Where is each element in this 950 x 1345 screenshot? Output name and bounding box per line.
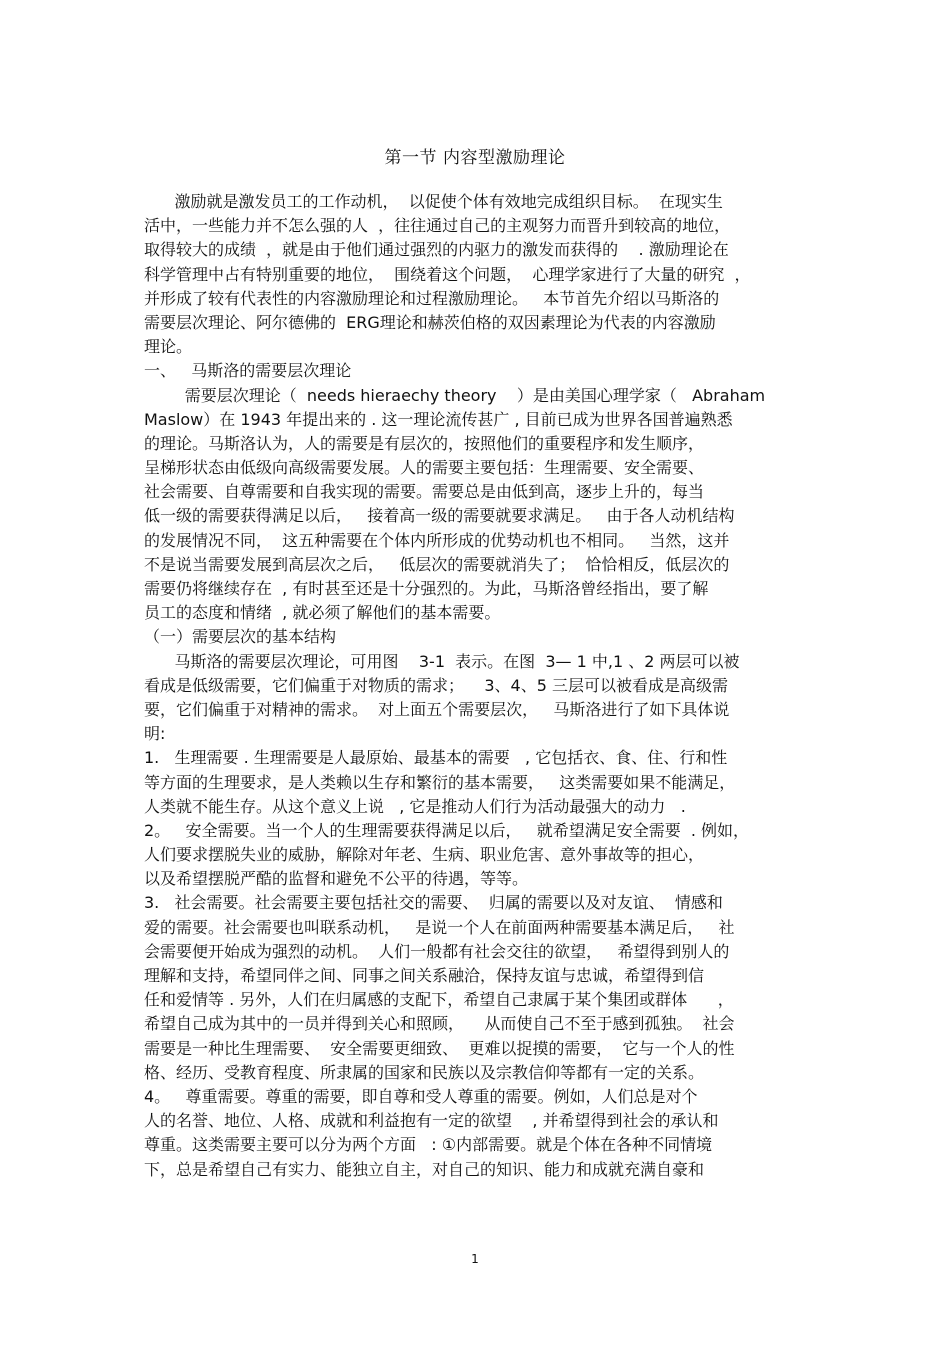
text-line: 要，它们偏重于对精神的需求。 对上面五个需要层次， 马斯洛进行了如下具体说 xyxy=(144,699,730,719)
text-line: 的发展情况不同， 这五种需要在个体内所形成的优势动机也不相同。 当然，这并 xyxy=(144,530,730,550)
text-line: 尊重。这类需要主要可以分为两个方面 : ①内部需要。就是个体在各种不同情境 xyxy=(144,1135,713,1155)
text-line: 人的名誉、地位、人格、成就和利益抱有一定的欲望 , 并希望得到社会的承认和 xyxy=(144,1111,719,1131)
text-line: 马斯洛的需要层次理论，可用图 3-1 表示。在图 3— 1 中,1 、2 两层可以被 xyxy=(144,651,740,671)
text-line: 科学管理中占有特别重要的地位， 围绕着这个问题， 心理学家进行了大量的研究 ， xyxy=(144,264,751,284)
text-line: 理解和支持，希望同伴之间、同事之间关系融洽，保持友谊与忠诚，希望得到信 xyxy=(144,966,705,985)
text-line: 需要层次理论、阿尔德佛的 ERG理论和赫茨伯格的双因素理论为代表的内容激励 xyxy=(144,312,716,332)
text-line: 下，总是希望自己有实力、能独立自主，对自己的知识、能力和成就充满自豪和 xyxy=(144,1159,705,1179)
text-line: 需要是一种比生理需要、 安全需要更细致、 更难以捉摸的需要， 它与一个人的性 xyxy=(144,1038,735,1058)
text-line: 以及希望摆脱严酷的监督和避免不公平的待遇，等等。 xyxy=(144,869,529,889)
text-line: 活中，一些能力并不怎么强的人 ，往往通过自己的主观努力而晋升到较高的地位， xyxy=(144,216,731,236)
text-line: 理论。 xyxy=(144,337,193,357)
text-line: 不是说当需要发展到高层次之后， 低层次的需要就消失了； 恰恰相反，低层次的 xyxy=(144,554,730,574)
text-line: 4。 尊重需要。尊重的需要，即自尊和受人尊重的需要。例如，人们总是对个 xyxy=(144,1086,698,1106)
text-line: （一）需要层次的基本结构 xyxy=(144,627,337,647)
text-line: 明: xyxy=(144,724,166,744)
section-title: 第一节 内容型激励理论 xyxy=(384,148,566,168)
text-line: 并形成了较有代表性的内容激励理论和过程激励理论。 本节首先介绍以马斯洛的 xyxy=(144,288,720,308)
text-line: 1. 生理需要 . 生理需要是人最原始、最基本的需要 , 它包括衣、食、住、行和性 xyxy=(144,748,728,768)
text-line: 会需要便开始成为强烈的动机。 人们一般都有社会交往的欲望， 希望得到别人的 xyxy=(144,941,730,961)
text-line: Maslow）在 1943 年提出来的 . 这一理论流传甚广 , 目前已成为世界各国普遍熟悉 xyxy=(144,409,733,429)
text-line: 取得较大的成绩 ，就是由于他们通过强烈的内驱力的激发而获得的 . 激励理论在 xyxy=(144,240,729,260)
text-line: 2。 安全需要。当一个人的生理需要获得满足以后， 就希望满足安全需要 . 例如， xyxy=(144,820,750,840)
text-line: 的理论。马斯洛认为，人的需要是有层次的，按照他们的重要程序和发生顺序， xyxy=(144,433,705,453)
text-line: 任和爱情等 . 另外，人们在归属感的支配下，希望自己隶属于某个集团或群体 ， xyxy=(144,990,734,1010)
body-text xyxy=(144,190,824,1182)
text-line: 需要层次理论（ needs hieraechy theory ）是由美国心理学家（ Abraham xyxy=(144,385,766,405)
text-line: 低一级的需要获得满足以后， 接着高一级的需要就要求满足。 由于各人动机结构 xyxy=(144,506,735,526)
text-line: 人们要求摆脱失业的威胁，解除对年老、生病、职业危害、意外事故等的担心， xyxy=(144,845,705,865)
text-line: 等方面的生理要求，是人类赖以生存和繁衍的基本需要， 这类需要如果不能满足， xyxy=(144,772,736,792)
text-line: 需要仍将继续存在 , 有时甚至还是十分强烈的。为此，马斯洛曾经指出，要了解 xyxy=(144,579,709,598)
text-line: 人类就不能生存。从这个意义上说 , 它是推动人们行为活动最强大的动力 . xyxy=(144,796,686,816)
text-line: 爱的需要。社会需要也叫联系动机， 是说一个人在前面两种需要基本满足后， 社 xyxy=(144,917,735,937)
text-line: 格、经历、受教育程度、所隶属的国家和民族以及宗教信仰等都有一定的关系。 xyxy=(144,1062,705,1082)
text-line: 一、 马斯洛的需要层次理论 xyxy=(144,361,352,381)
text-line: 希望自己成为其中的一员并得到关心和照顾， 从而使自己不至于感到孤独。 社会 xyxy=(144,1014,735,1034)
text-line: 3. 社会需要。社会需要主要包括社交的需要、 归属的需要以及对友谊、 情感和 xyxy=(144,893,723,913)
text-line: 员工的态度和情绪 , 就必须了解他们的基本需要。 xyxy=(144,603,501,623)
text-line: 呈梯形状态由低级向高级需要发展。人的需要主要包括：生理需要、安全需要、 xyxy=(144,458,705,478)
text-line: 社会需要、自尊需要和自我实现的需要。需要总是由低到高，逐步上升的，每当 xyxy=(144,482,705,502)
page-number: 1 xyxy=(471,1252,479,1266)
text-line: 激励就是激发员工的工作动机， 以促使个体有效地完成组织目标。 在现实生 xyxy=(144,192,723,211)
text-line: 看成是低级需要，它们偏重于对物质的需求； 3、4、5 三层可以被看成是高级需 xyxy=(144,675,728,695)
